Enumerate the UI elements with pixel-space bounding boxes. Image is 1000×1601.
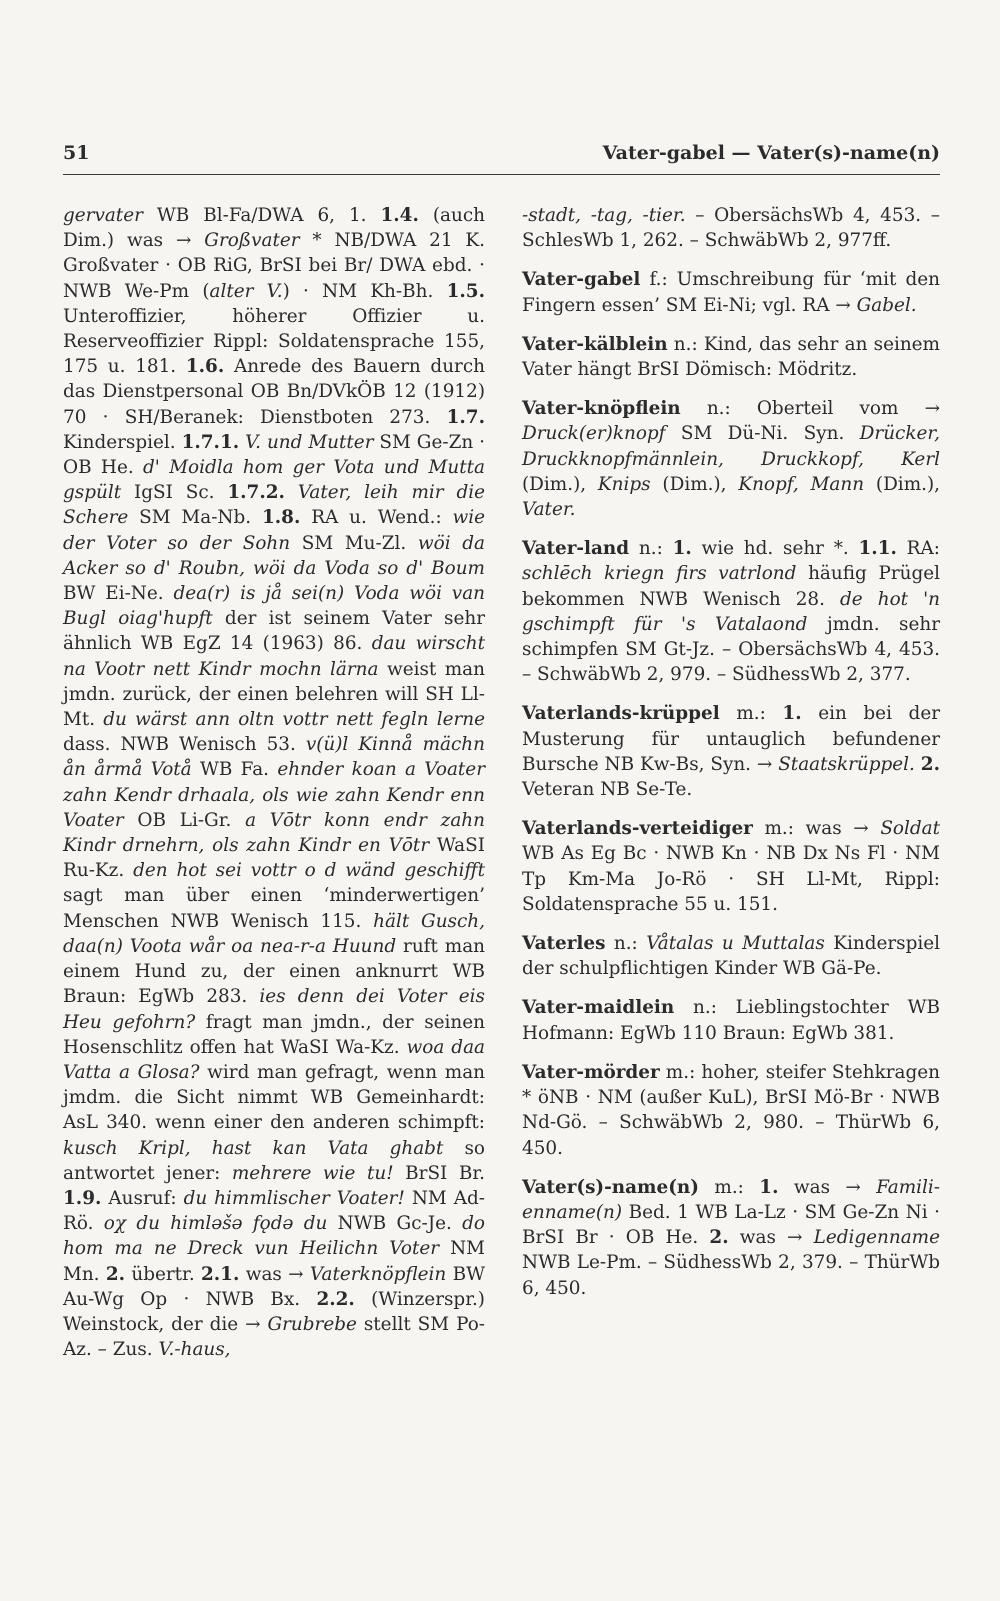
entry-text-run: n.: Kind, das sehr an seinem Vater hängt BrSI Dömisch: Mödritz.: [522, 333, 940, 381]
bold-text: 1.8.: [261, 507, 301, 529]
entry-text-run: m.: hoher, steifer Stehkragen * öNB · NM (außer KuL), BrSI Mö-Br · NWB Nd-Gö. – SchwäbWb 2, 980. – ThürWb 6, 450.: [522, 1061, 940, 1159]
bold-text: Vater-maidlein: [522, 997, 675, 1019]
italic-text: wie der Voter so der Sohn: [63, 507, 485, 554]
italic-text: kusch Kripl, hast kan Vata ghabt: [63, 1137, 444, 1159]
entry-text-run: wird man gefragt, wenn man jmdm. die Sicht nimmt WB Gemeinhardt: AsL 340. wenn einer den anderen schimpft:: [63, 1061, 486, 1134]
entry-text-run: NWB Le-Pm. – SüdhessWb 2, 379. – ThürWb 6, 450.: [522, 1252, 940, 1299]
entry-text-run: ) · NM Kh-Bh.: [282, 280, 447, 302]
entry-text-run: sagt man über einen ‘minderwertigen’ Menschen NWB Wenisch 115.: [63, 885, 485, 932]
italic-text: ies denn dei Voter eis Heu gefohrn?: [63, 986, 485, 1033]
entry-text-run: Bed. 1 WB La-Lz · SM Ge-Zn Ni · BrSI Br · OB He.: [522, 1201, 940, 1249]
italic-text: a Vōtr konn endr zahn Kindr drnehrn, ols zahn Kindr en Vōtr: [63, 809, 485, 857]
bold-text: 1.7.: [446, 406, 485, 428]
italic-text: wöi da Acker so d' Roubn, wöi da Voda so d' Boum: [63, 532, 485, 579]
running-head: Vater-gabel — Vater(s)-name(n): [602, 142, 940, 164]
bold-text: 1.7.2.: [227, 482, 285, 504]
entry-text-run: OB Li-Gr.: [123, 809, 246, 831]
entry-text-run: so antwortet jener:: [63, 1137, 485, 1184]
italic-text: ehnder koan a Voater zahn Kendr drhaala, ols wie zahn Kendr enn Voater: [63, 759, 485, 831]
entry-text-run: was →: [239, 1263, 310, 1285]
italic-text: V.-haus,: [158, 1339, 231, 1361]
entry-text-run: ein bei der Musterung für untauglich befundener Bursche NB Kw-Bs, Syn. →: [522, 703, 940, 775]
bold-text: Vater(s)-name(n): [522, 1176, 699, 1198]
italic-text: d' Moidla hom ger Vota und Mutta gspült: [63, 457, 485, 504]
entry-text: [522, 203, 940, 253]
italic-text: gervater: [63, 205, 143, 226]
entry-text-run: n.: Lieblingstochter WB Hofmann: EgWb 110 Braun: EgWb 381.: [522, 997, 940, 1044]
entry-text-run: fragt man jmdn., der seinen Hosenschlitz offen hat WaSI Wa-Kz.: [63, 1011, 485, 1058]
bold-text: Vater-kälblein: [522, 333, 668, 355]
entry-text-run: der ist seinem Vater sehr ähnlich WB EgZ 14 (1963) 86.: [63, 608, 485, 655]
dictionary-entry: [522, 267, 940, 317]
entry-text-run: BrSI Br.: [393, 1162, 485, 1184]
entry-text-run: (auch Dim.) was →: [63, 205, 485, 252]
entry-text-run: BW Au-Wg Op · NWB Bx.: [63, 1263, 485, 1310]
entry-text-run: IgSI Sc.: [121, 482, 228, 504]
left-column: [63, 203, 485, 1376]
entry-text-run: n.:: [629, 538, 673, 560]
dictionary-entry: [522, 332, 940, 382]
entry-text-run: WB Fa.: [191, 759, 278, 781]
bold-text: 2.: [709, 1227, 729, 1249]
bold-text: Vaterlands-verteidiger: [522, 818, 753, 840]
entry-text-run: m.:: [719, 703, 783, 725]
bold-text: 1.5.: [446, 280, 485, 302]
dictionary-entry: [522, 396, 940, 522]
bold-text: Vater-gabel: [522, 269, 641, 291]
bold-text: 1.: [672, 538, 692, 560]
entry-text-run: wie hd. sehr *.: [691, 538, 859, 560]
bold-text: Vater-knöpflein: [522, 398, 681, 420]
entry-text-run: (Winzerspr.) Weinstock, der die →: [63, 1288, 485, 1335]
bold-text: 1.9.: [63, 1187, 102, 1209]
entry-text-run: WB As Eg Bc · NWB Kn · NB Dx Ns Fl · NM Tp Km-Ma Jo-Rö · SH Ll-Mt, Rippl: Soldatensprache 55 u. 151.: [522, 843, 940, 915]
italic-text: Grubrebe: [267, 1313, 357, 1335]
bold-text: 1.6.: [185, 356, 225, 378]
entry-text-run: SM Mu-Zl.: [290, 532, 418, 554]
bold-text: Vaterles: [522, 933, 606, 955]
italic-text: Gabel.: [856, 294, 917, 316]
italic-text: Våtalas u Muttalas: [646, 933, 825, 955]
dictionary-entry: [522, 816, 940, 917]
entry-text-run: m.:: [699, 1176, 760, 1198]
entry-text-run: was →: [728, 1227, 814, 1249]
italic-text: v(ü)l Kinnå mächn ån årmå Votå: [63, 734, 485, 781]
bold-text: 1.1.: [858, 538, 897, 560]
italic-text: Ledigenname: [813, 1227, 940, 1249]
dictionary-entry: [522, 701, 940, 802]
italic-text: woa daa Vatta a Glosa?: [63, 1036, 486, 1083]
bold-text: Vater-mörder: [522, 1061, 660, 1083]
bold-text: Vater-land: [522, 538, 630, 560]
entry-text-run: was →: [778, 1176, 877, 1198]
dictionary-entry: [522, 1060, 940, 1161]
entry-text-run: SM Ma-Nb.: [128, 507, 262, 529]
page-header: [63, 140, 940, 175]
italic-text: dea(r) is jå sei(n) Voda wöi van Bugl oiag'hupft: [63, 583, 486, 630]
right-column: [522, 203, 940, 1315]
entry-text-run: BW Ei-Ne.: [63, 583, 174, 605]
italic-text: oχ du himləšə fǫdə du: [103, 1213, 328, 1235]
entry-text-run: Veteran NB Se-Te.: [522, 779, 693, 801]
italic-text: Vater.: [522, 499, 576, 521]
entry-text: [63, 203, 485, 1362]
dictionary-entry: [522, 931, 940, 981]
entry-text-run: Anrede des Bauern durch das Dienstpersonal OB Bn/DVkÖB 12 (1912) 70 · SH/Beranek: Dienstboten 273.: [63, 356, 485, 428]
bold-text: 2.: [105, 1263, 126, 1285]
italic-text: mehrere wie tu!: [231, 1162, 394, 1184]
entry-text-run: ruft man einem Hund zu, der einen anknurrt WB Braun: EgWb 283.: [63, 935, 485, 1008]
italic-text: V. und Mutter: [245, 431, 374, 453]
entry-text-run: stellt SM Po-Az. – Zus.: [63, 1313, 485, 1361]
entry-text-run: f.: Umschreibung für ‘mit den Fingern essen’ SM Ei-Ni; vgl. RA →: [522, 269, 940, 316]
entry-text-run: WB Bl-Fa/DWA 6, 1.: [142, 205, 381, 226]
entry-text-run: SM Ge-Zn · OB He.: [63, 431, 485, 479]
italic-text: du himmlischer Voater!: [183, 1187, 405, 1209]
entry-text-run: n.: Oberteil vom →: [680, 398, 940, 420]
entry-text-run: n.:: [605, 933, 647, 955]
entry-text-run: WaSI Ru-Kz.: [63, 835, 485, 882]
entry-text-run: (Dim.),: [650, 473, 739, 495]
italic-text: Knips: [597, 473, 651, 495]
entry-text-run: SM Dü-Ni. Syn.: [665, 423, 860, 445]
italic-text: Drücker, Druckknopfmännlein, Druckkopf, Kerl: [522, 423, 940, 470]
entry-text-run: Ausruf:: [101, 1187, 184, 1209]
entry-text-run: (Dim.),: [522, 473, 598, 495]
dictionary-entry: [522, 536, 940, 687]
bold-text: 1.: [759, 1176, 779, 1198]
italic-text: hält Gusch, daa(n) Voota wår oa nea-r-a Huund: [63, 910, 485, 957]
entry-text-run: häufig Prügel bekommen NWB Wenisch 28.: [522, 563, 940, 610]
italic-text: schlēch kriegn firs vatrlond: [522, 563, 797, 585]
bold-text: 1.7.1.: [181, 431, 240, 453]
entry-text-run: weist man jmdn. zurück, der einen belehren will SH Ll-Mt.: [63, 658, 485, 731]
entry-text-run: m.: was →: [752, 818, 881, 840]
italic-text: dau wirscht na Vootr nett Kindr mochn lärna: [63, 633, 485, 680]
entry-text-run: RA u. Wend.:: [300, 507, 453, 529]
italic-text: Soldat: [880, 818, 940, 840]
entry-text-run: * NB/DWA 21 K. Großvater · OB RiG, BrSI bei Br/ DWA ebd. · NWB We-Pm (: [63, 230, 485, 302]
bold-text: 2.2.: [316, 1288, 355, 1310]
entry-text-run: – ObersächsWb 4, 453. – SchlesWb 1, 262. – SchwäbWb 2, 977ff.: [522, 205, 940, 252]
dictionary-entry: [522, 1175, 940, 1301]
entry-text-run: Kinderspiel.: [63, 431, 182, 453]
italic-text: -stadt, -tag, -tier.: [522, 205, 686, 226]
entry-text-run: NM Ad-Rö.: [63, 1187, 485, 1235]
dictionary-entry: [522, 995, 940, 1045]
entry-text-run: jmdn. sehr schimpfen SM Gt-Jz. – ObersächsWb 4, 453. – SchwäbWb 2, 979. – SüdhessWb 2, 377.: [522, 613, 940, 686]
bold-text: 2.: [920, 753, 940, 775]
italic-text: Knopf, Mann: [738, 473, 865, 495]
italic-text: Familienname(n): [522, 1176, 940, 1223]
italic-text: den hot sei vottr o d wänd geschifft: [133, 860, 485, 882]
italic-text: do hom ma ne Dreck vun Heilichn Voter: [63, 1213, 486, 1260]
italic-text: Vater, leih mir die Schere: [63, 482, 485, 529]
italic-text: Staatskrüppel.: [778, 753, 915, 775]
bold-text: 1.4.: [380, 205, 419, 226]
bold-text: 2.1.: [200, 1263, 240, 1285]
entry-text-run: NM Mn.: [63, 1238, 485, 1285]
italic-text: alter V.: [209, 280, 283, 302]
entry-text-run: dass. NWB Wenisch 53.: [63, 734, 306, 756]
entry-text-run: RA:: [896, 538, 941, 560]
italic-text: Vaterknöpflein: [309, 1263, 447, 1285]
entry-text-run: [285, 482, 298, 503]
italic-text: de hot 'n gschimpft für 's Vatalaond: [522, 588, 940, 635]
entry-text-run: Unteroffizier, höherer Offizier u. Reserveoffizier Rippl: Soldatensprache 155, 175 u. 181.: [63, 305, 485, 378]
bold-text: Vaterlands-krüppel: [522, 703, 720, 725]
entry-text-run: (Dim.),: [864, 473, 940, 495]
entry-text-run: Kinderspiel der schulpflichtigen Kinder WB Gä-Pe.: [522, 933, 941, 980]
entry-text-run: übertr.: [125, 1263, 201, 1285]
page-number: 51: [63, 142, 90, 164]
italic-text: du wärst ann oltn vottr nett fegln lerne: [103, 709, 485, 731]
bold-text: 1.: [782, 703, 802, 725]
entry-text-run: NWB Gc-Je.: [327, 1213, 463, 1235]
italic-text: Großvater: [204, 230, 300, 252]
italic-text: Druck(er)knopf: [522, 423, 666, 445]
